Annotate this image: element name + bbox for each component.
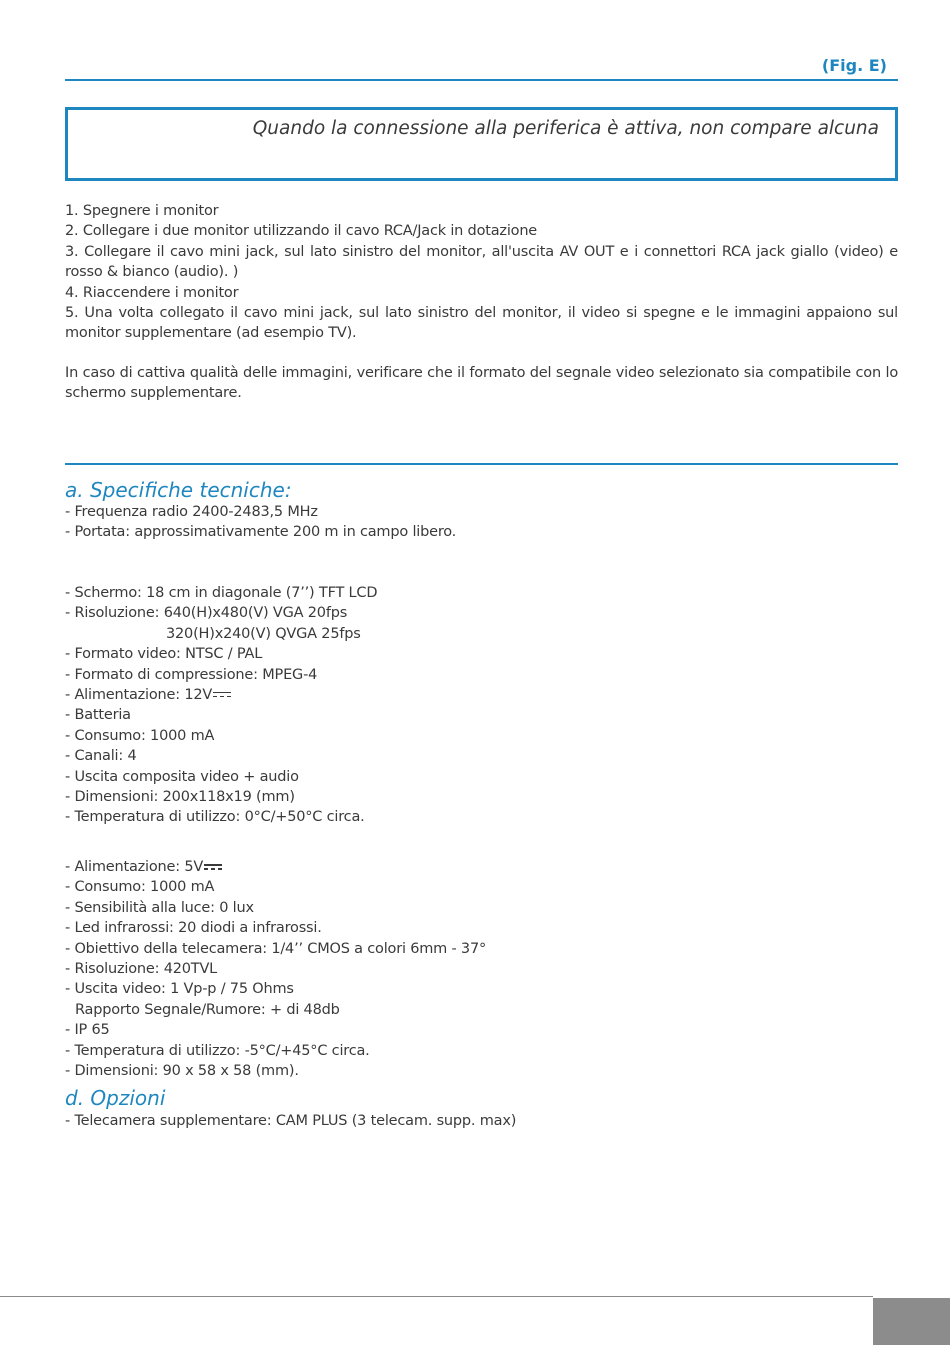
spec-item: - Formato di compressione: MPEG-4 — [65, 666, 318, 683]
section-rule — [65, 463, 898, 465]
spec-item: - Sensibilità alla luce: 0 lux — [65, 899, 254, 916]
spec-item: Rapporto Segnale/Rumore: + di 48db — [75, 1001, 340, 1018]
spec-item: - Uscita video: 1 Vp-p / 75 Ohms — [65, 981, 294, 998]
direct-current-symbol-icon — [213, 691, 231, 699]
option-item: - Telecamera supplementare: CAM PLUS (3 telecam. supp. max) — [65, 1113, 517, 1129]
monitor-spec-list — [65, 583, 377, 828]
step-item: 1. Spegnere i monitor — [65, 203, 219, 219]
spec-item: - Temperatura di utilizzo: 0°C/+50°C circa. — [65, 809, 365, 826]
section-heading-specs: a. Specifiche tecniche: — [65, 478, 292, 502]
spec-item: - Temperatura di utilizzo: -5°C/+45°C circa. — [65, 1042, 370, 1059]
spec-item-text: - Alimentazione: 5V — [65, 859, 204, 875]
spec-item: - Frequenza radio 2400-2483,5 MHz — [65, 504, 318, 520]
spec-item: - Risoluzione: 640(H)x480(V) VGA 20fps — [65, 605, 348, 622]
image-quality-note — [65, 363, 898, 404]
section-heading-options: d. Opzioni — [65, 1086, 166, 1110]
spec-item: - Dimensioni: 90 x 58 x 58 (mm). — [65, 1062, 299, 1079]
spec-item: - Risoluzione: 420TVL — [65, 960, 218, 977]
spec-item: - Formato video: NTSC / PAL — [65, 646, 263, 663]
spec-item: - Consumo: 1000 mA — [65, 727, 215, 744]
step-item: 4. Riaccendere i monitor — [65, 284, 239, 301]
spec-item: - IP 65 — [65, 1022, 110, 1039]
spec-item: - Led infrarossi: 20 diodi a infrarossi. — [65, 920, 322, 937]
connection-steps — [65, 201, 898, 344]
spec-item-power — [65, 857, 486, 877]
spec-item-text: - Alimentazione: 12V — [65, 686, 213, 703]
spec-item: - Batteria — [65, 707, 131, 724]
footer-rule — [0, 1296, 873, 1297]
spec-item-power — [65, 685, 377, 705]
spec-item: - Obiettivo della telecamera: 1/4’’ CMOS a colori 6mm - 37° — [65, 940, 487, 957]
direct-current-symbol-icon — [204, 863, 222, 871]
options-list — [65, 1111, 516, 1131]
spec-item: - Canali: 4 — [65, 748, 137, 765]
step-item: 5. Una volta collegato il cavo mini jack, sul lato sinistro del monitor, il video si spegne e le immagini appaiono sul monitor supplementare (ad esempio TV). — [65, 305, 898, 342]
spec-item: - Uscita composita video + audio — [65, 768, 299, 785]
note-box-text: Quando la connessione alla periferica è attiva, non compare alcuna — [252, 118, 879, 139]
spec-item: - Consumo: 1000 mA — [65, 879, 215, 896]
spec-item: 320(H)x240(V) QVGA 25fps — [166, 625, 361, 642]
spec-item: - Dimensioni: 200x118x19 (mm) — [65, 788, 295, 805]
footer-page-tab — [873, 1298, 950, 1345]
step-item: 3. Collegare il cavo mini jack, sul lato sinistro del monitor, all'uscita AV OUT e i connettori RCA jack giallo (video) e rosso & bianco (audio). ) — [65, 243, 898, 281]
spec-item: - Schermo: 18 cm in diagonale (7’’) TFT LCD — [65, 585, 378, 601]
top-rule — [65, 79, 898, 81]
quality-paragraph: In caso di cattiva qualità delle immagini, verificare che il formato del segnale video selezionato sia compatibile con lo schermo supplementare. — [65, 365, 898, 402]
spec-item: - Portata: approssimativamente 200 m in campo libero. — [65, 524, 457, 541]
radio-spec-list — [65, 502, 456, 543]
note-box — [65, 107, 898, 181]
figure-label: (Fig. E) — [821, 56, 887, 75]
camera-spec-list — [65, 857, 486, 1081]
step-item: 2. Collegare i due monitor utilizzando il cavo RCA/Jack in dotazione — [65, 223, 538, 240]
